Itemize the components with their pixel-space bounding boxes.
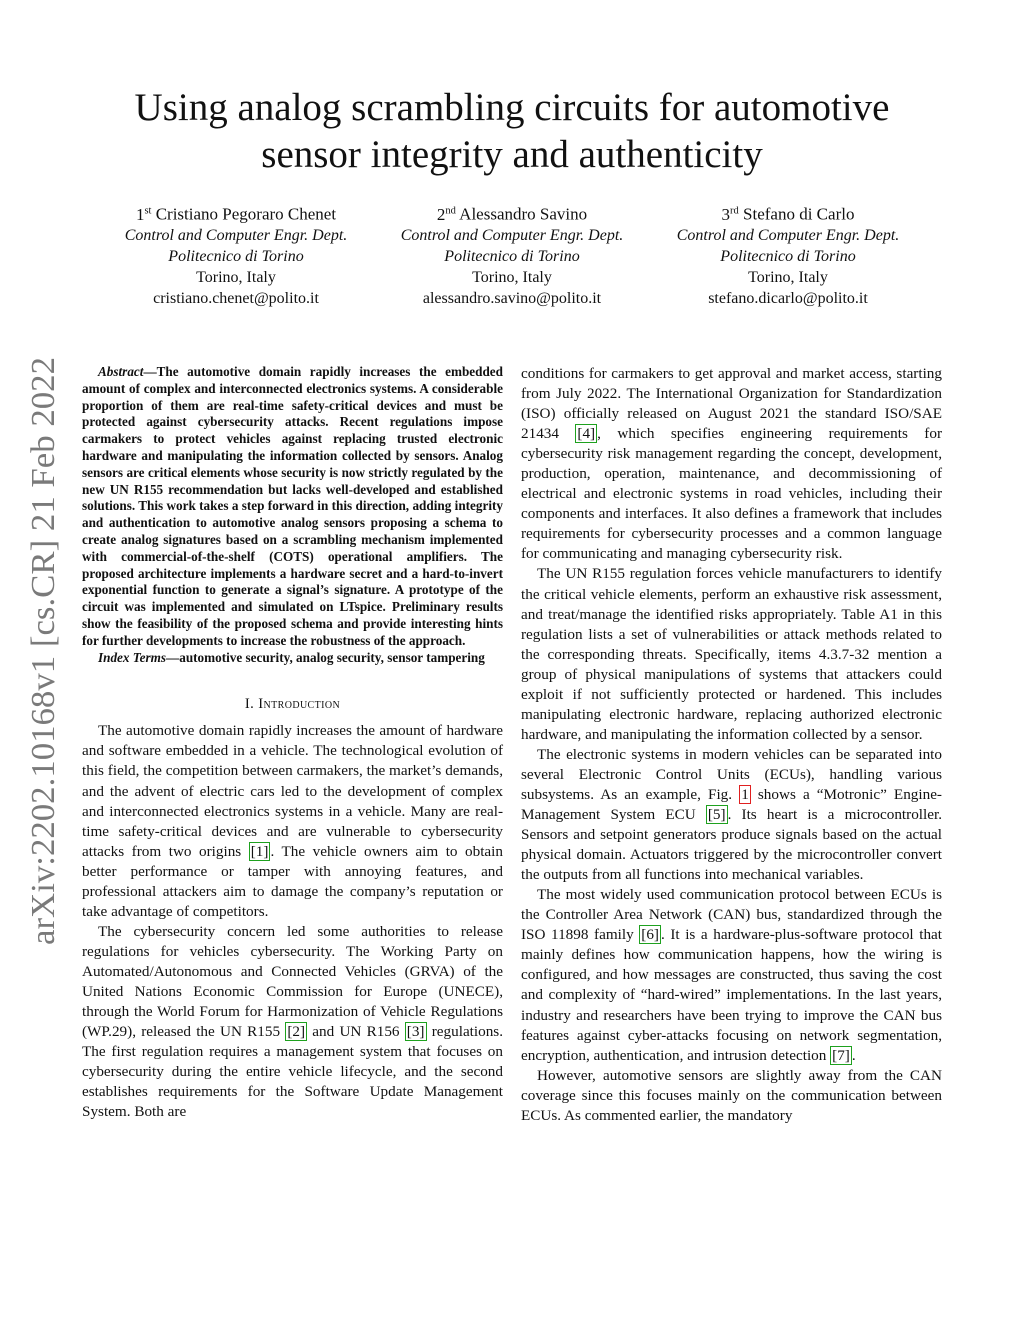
author-department: Control and Computer Engr. Dept. <box>400 226 624 244</box>
index-terms-label: Index Terms <box>98 649 167 665</box>
intro-paragraph-6: However, automotive sensors are slightly away from the CAN coverage since this focuses mainly on the communication between ECUs. As commented earlier, the mandatory <box>521 1066 942 1124</box>
author-ordinal: 3rd <box>721 204 739 224</box>
intro-paragraph-2: The cybersecurity concern led some authorities to release regulations for vehicles cybersecurity. The Working Party on Automated/Autonomous and Connected Vehicles (GRVA) of the United Nations Economic Commission for Europe (UNECE), through the World Forum for Harmonization of Vehicle Regulations (WP.29), released the UN R155 [2] and UN R156 [3] regulations. The first regulation requires a management system that focuses on cybersecurity during the entire vehicle lifecycle, and the second establishes requirements for the Software Update Management System. Both are <box>82 922 504 1121</box>
citation-link[interactable]: [6] <box>641 926 659 944</box>
citation-link[interactable]: [5] <box>707 806 726 824</box>
author-ordinal: 2nd <box>436 204 456 224</box>
citation-link[interactable]: [3] <box>406 1023 425 1041</box>
citation-link[interactable]: [2] <box>287 1023 306 1041</box>
right-column <box>521 364 942 1126</box>
figure-ref-link[interactable]: 1 <box>741 785 749 803</box>
section-heading-introduction <box>82 694 503 714</box>
author-name: Alessandro Savino <box>459 204 588 224</box>
author-name-line <box>650 200 926 225</box>
author-location: Torino, Italy <box>472 268 552 286</box>
index-terms-text: —automotive security, analog security, sensor tampering <box>166 649 485 665</box>
author-email: stefano.dicarlo@polito.it <box>708 289 868 307</box>
arxiv-stamp-svg <box>20 355 64 945</box>
author-email: alessandro.savino@polito.it <box>422 289 602 307</box>
paper-title <box>82 84 942 178</box>
intro-paragraph-5: The most widely used communication protocol between ECUs is the Controller Area Network (CAN) bus, standardized through the ISO 11898 family [6] . It is a hardware-plus-software protocol that mainly defines how communication happens, how the wiring is configured, and how messages are constructed, thus saving the cost and complexity of “hard-wired” implementations. In the last years, industry and researchers have been trying to improve the CAN bus features against cyber-attacks focusing on network segmentation, encryption, authentication, and intrusion detection [7] . <box>521 886 942 1064</box>
author-name: Cristiano Pegoraro Chenet <box>155 204 337 224</box>
author-department: Control and Computer Engr. Dept. <box>124 226 348 244</box>
author-name-line <box>98 200 374 225</box>
author-name-line <box>374 200 650 225</box>
author-2 <box>374 200 650 309</box>
author-ordinal: 1st <box>135 204 152 224</box>
author-institution: Politecnico di Torino <box>168 247 304 265</box>
section-number: I. <box>244 696 255 713</box>
intro-paragraph-3: The UN R155 regulation forces vehicle manufacturers to identify the critical vehicle elements, perform an exhaustive risk assessment, and treat/manage the identified risks appropriately. Table A1 in this regulation lists a set of vulnerabilities or attack methods related to the corresponding threats. Specifically, items 4.3.7-32 mention a group of physical manipulations of systems that attackers could exploit if not sufficiently protected or hardened. This includes manipulating electronic hardware, replacing authorized electronic hardware, and manipulating the information collected by a sensor. <box>521 565 942 743</box>
author-email: cristiano.chenet@polito.it <box>153 289 319 307</box>
citation-link[interactable]: [4] <box>577 425 596 443</box>
author-institution: Politecnico di Torino <box>720 247 856 265</box>
title-line-2: sensor integrity and authenticity <box>261 133 763 176</box>
arxiv-stamp-text: arXiv:2202.10168v1 [cs.CR] 21 Feb 2022 <box>25 370 62 945</box>
author-location: Torino, Italy <box>748 268 828 286</box>
citation-link[interactable]: [1] <box>250 842 269 860</box>
citation-link[interactable]: [7] <box>832 1046 850 1064</box>
author-institution: Politecnico di Torino <box>444 247 580 265</box>
author-3 <box>650 200 926 309</box>
index-terms <box>82 650 503 667</box>
title-line-1: Using analog scrambling circuits for automotive <box>134 86 890 129</box>
author-1 <box>98 200 374 309</box>
arxiv-side-stamp <box>20 355 64 945</box>
intro-paragraph-2-continued: conditions for carmakers to get approval and market access, starting from July 2022. The International Organization for Standardization (ISO) officially released on August 2021 the standard ISO/SAE 21434 [4] , which specifies engineering requirements for cybersecurity risk management regarding the concept, development, production, operation, maintenance, and decommissioning of electrical and electronic systems in road vehicles, including their components and interfaces. It also defines a framework that includes requirements for cybersecurity processes and a common language for communicating and managing cybersecurity risk. <box>521 365 942 563</box>
intro-paragraph-1: The automotive domain rapidly increases the amount of hardware and software embedded in a vehicle. The technological evolution of this field, the competition between carmakers, the market’s demands, and the advent of electric cars led to the development of complex and interconnected electronics systems in a vehicle. Many are real-time safety-critical devices and are vulnerable to cybersecurity attacks from two origins [1] . The vehicle owners aim to obtain better performance or tamper with annoying features, and professional attackers aim to damage the company’s reputation or take advantage of competitors. <box>82 722 503 920</box>
abstract-text: —The automotive domain rapidly increases the embedded amount of complex and interconnected electronics systems. A considerable proportion of them are real-time safety-critical devices and must be protected against cybersecurity attacks. Recent regulations impose carmakers to protect vehicles against replacing trusted electronic hardware and manipulating the information collected by sensors. Analog sensors are critical elements whose security is now strictly regulated by the new UN R155 recommendation but lacks well-developed and established solutions. This work takes a step forward in this direction, adding integrity and authentication to automotive analog sensors proposing a schema to create analog signatures based on a scrambling mechanism implemented with commercial-of-the-shelf (COTS) operational amplifiers. The proposed architecture implements a hardware secret and a hard-to-invert exponential function to generate a signal’s signature. A prototype of the circuit was implemented and simulated on LTspice. Preliminary results show the feasibility of the proposed schema and provide interesting hints for further developments to increase the robustness of the approach. <box>82 364 503 648</box>
abstract-label: Abstract <box>98 364 144 379</box>
intro-paragraph-4: The electronic systems in modern vehicles can be separated into several Electronic Control Units (ECUs), handling various subsystems. As an example, Fig. 1 shows a “Motronic” Engine-Management System ECU [5] . Its heart is a microcontroller. Sensors and setpoint generators produce signals based on the actual physical domain. Actuators triggered by the microcontroller convert the outputs from all functions into mechanical variables. <box>521 745 942 884</box>
author-block <box>98 200 926 309</box>
left-column <box>82 364 503 1122</box>
author-department: Control and Computer Engr. Dept. <box>676 226 900 244</box>
author-location: Torino, Italy <box>196 268 276 286</box>
abstract <box>82 364 503 650</box>
section-title: Introduction <box>258 696 341 713</box>
author-name: Stefano di Carlo <box>743 204 855 224</box>
